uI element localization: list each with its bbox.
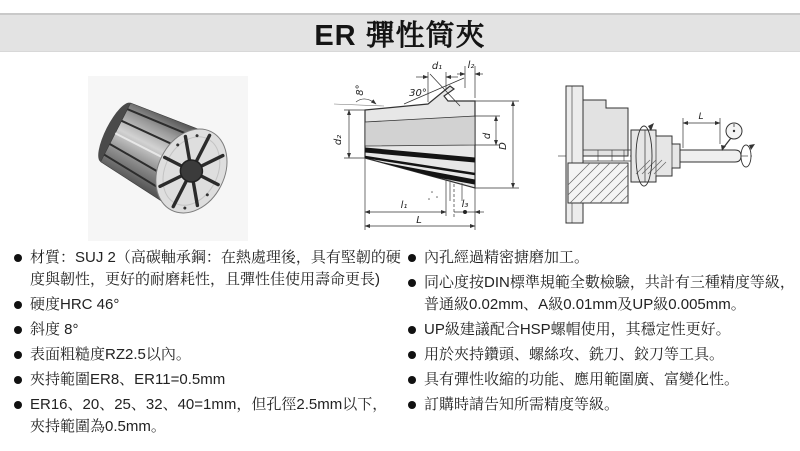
- bullet-icon: [14, 376, 22, 384]
- spec-text: 內孔經過精密搪磨加工。: [424, 249, 590, 266]
- bullet-icon: [408, 326, 416, 334]
- spec-text: 材質：SUJ 2（高碳軸承鋼：在熱處理後，具有堅韌的硬度與韌性，更好的耐磨耗性，且彈性佳使用壽命更長): [30, 249, 401, 288]
- list-item: [14, 319, 402, 341]
- bullet-icon: [408, 376, 416, 384]
- bullet-icon: [14, 254, 22, 262]
- list-item: [408, 394, 796, 416]
- bullet-icon: [14, 326, 22, 334]
- bullet-icon: [14, 401, 22, 409]
- spec-list-left: [14, 247, 402, 441]
- list-item: [14, 294, 402, 316]
- spec-text: 同心度按DIN標準規範全數檢驗，共計有三種精度等級，普通級0.02mm、A級0.01mm及UP級0.005mm。: [424, 274, 795, 313]
- runout-test-drawing: [550, 60, 795, 238]
- bullet-icon: [14, 301, 22, 309]
- dim-label-runout-L: L: [698, 112, 704, 122]
- dim-label-l1: l₁: [400, 200, 408, 211]
- bullet-icon: [408, 351, 416, 359]
- dim-label-d1: d₁: [431, 61, 443, 72]
- spec-text: 硬度HRC 46°: [30, 296, 120, 313]
- dim-label-angle-8: 8°: [355, 84, 366, 96]
- dim-label-d2: d₂: [333, 134, 344, 146]
- bullet-icon: [14, 351, 22, 359]
- list-item: [408, 319, 796, 341]
- bullet-icon: [408, 279, 416, 287]
- dim-label-angle-30: 30°: [409, 88, 427, 99]
- list-item: [14, 247, 402, 291]
- collet-section-drawing: [332, 58, 547, 240]
- list-item: [14, 394, 402, 438]
- spec-text: 表面粗糙度RZ2.5以內。: [30, 346, 191, 363]
- list-item: [14, 369, 402, 391]
- list-item: [408, 272, 796, 316]
- spec-text: 用於夾持鑽頭、螺絲攻、銑刀、鉸刀等工具。: [424, 346, 725, 363]
- list-item: [408, 344, 796, 366]
- spec-text: ER16、20、25、32、40=1mm，但孔徑2.5mm以下，夾持範圍為0.5mm。: [30, 396, 388, 435]
- page-title: ER 彈性筒夾: [314, 19, 486, 52]
- list-item: [14, 344, 402, 366]
- collet-photo: [88, 76, 248, 241]
- list-item: [408, 247, 796, 269]
- dim-label-L: L: [416, 215, 422, 226]
- spec-text: UP級建議配合HSP螺帽使用，其穩定性更好。: [424, 321, 731, 338]
- bullet-icon: [408, 254, 416, 262]
- dim-label-D: D: [498, 142, 509, 150]
- dim-label-l3: l₃: [461, 199, 469, 210]
- spec-text: 訂購時請告知所需精度等級。: [424, 396, 620, 413]
- spec-text: 具有彈性收縮的功能、應用範圍廣、富變化性。: [424, 371, 740, 388]
- dim-label-l2: l₂: [467, 60, 475, 71]
- bullet-icon: [408, 401, 416, 409]
- dim-label-d: d: [482, 132, 493, 140]
- spec-text: 夾持範圍ER8、ER11=0.5mm: [30, 371, 226, 388]
- list-item: [408, 369, 796, 391]
- title-band: [0, 13, 800, 52]
- spec-text: 斜度 8°: [30, 321, 79, 338]
- spec-list-right: [408, 247, 796, 419]
